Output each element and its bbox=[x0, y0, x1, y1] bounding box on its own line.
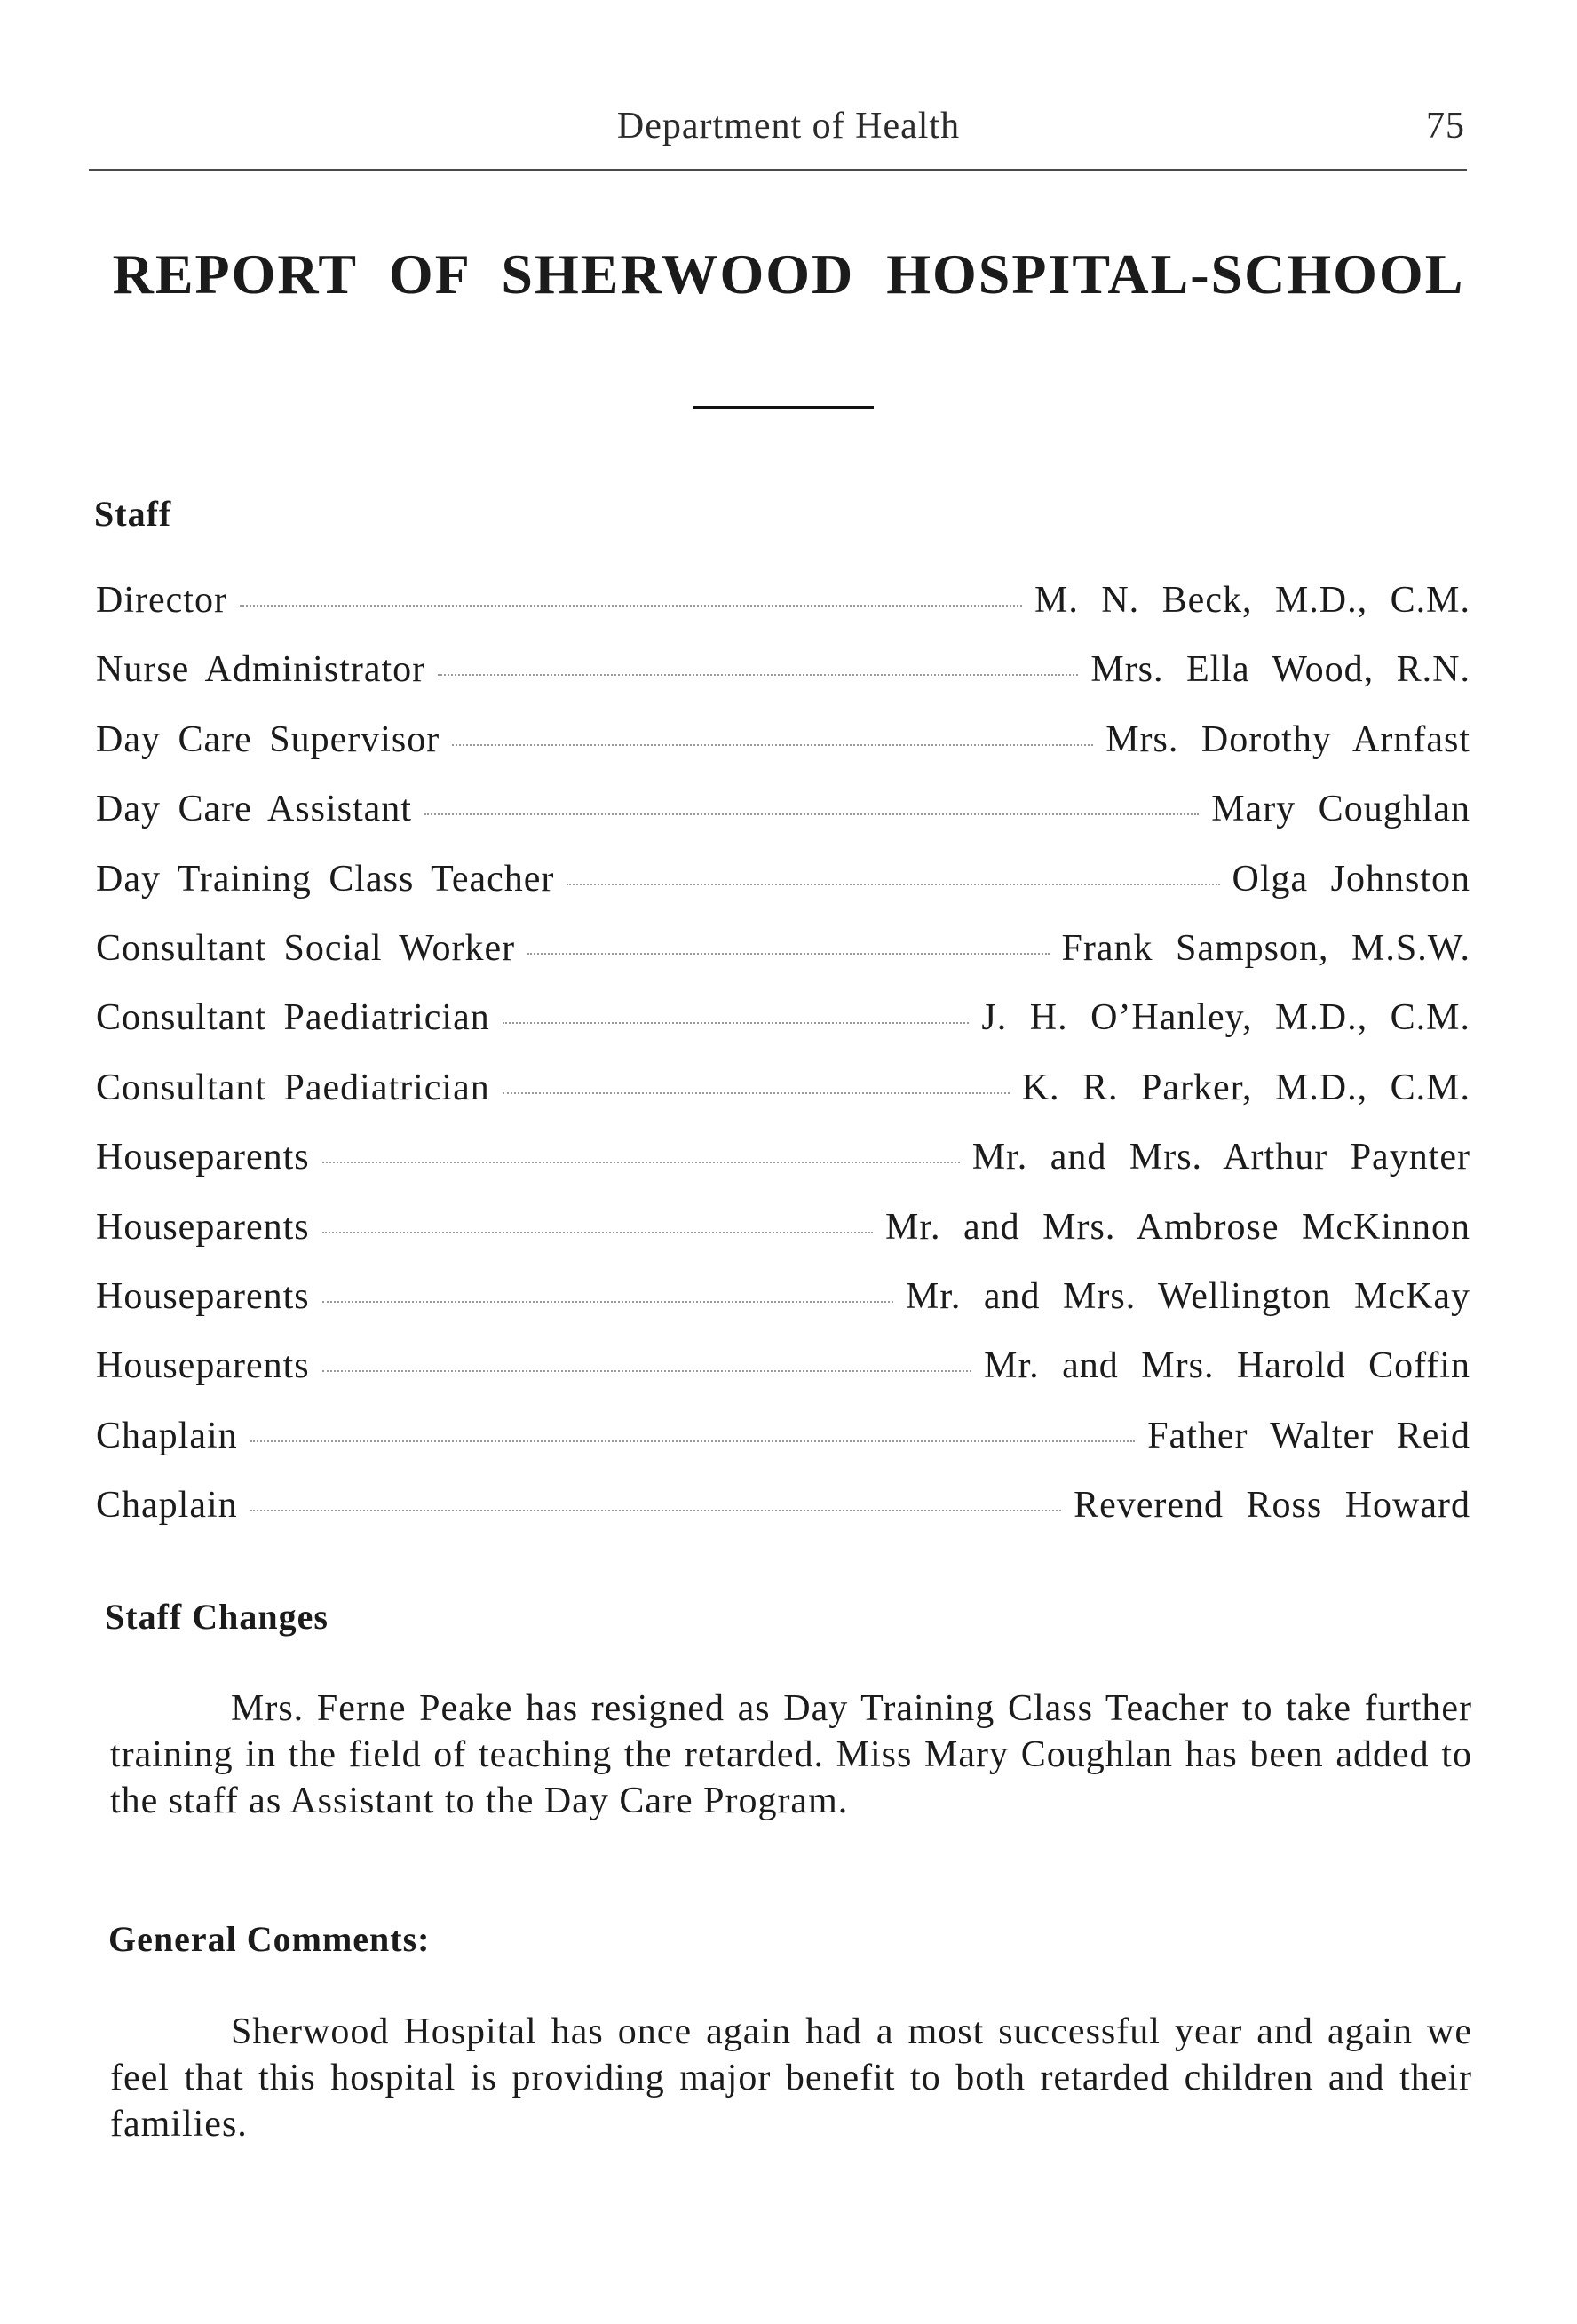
staff-name: Mrs. Dorothy Arnfast bbox=[1105, 718, 1470, 760]
general-comments-paragraph: Sherwood Hospital has once again had a most successful year and again we feel that this hospital is providing major benefit to both retarded children and their families. bbox=[110, 2011, 1472, 2145]
running-head bbox=[0, 105, 1577, 158]
staff-row bbox=[96, 858, 1470, 927]
staff-name: Mary Coughlan bbox=[1211, 789, 1470, 830]
report-title: REPORT OF SHERWOOD HOSPITAL-SCHOOL bbox=[112, 242, 1465, 305]
staff-row bbox=[96, 1067, 1470, 1136]
dot-leader bbox=[322, 1232, 873, 1233]
staff-row bbox=[96, 996, 1470, 1066]
staff-heading: Staff bbox=[94, 494, 172, 534]
dot-leader bbox=[250, 1510, 1061, 1511]
dot-leader bbox=[322, 1301, 893, 1303]
staff-role: Day Care Assistant bbox=[96, 789, 412, 830]
staff-role: Chaplain bbox=[96, 1485, 238, 1527]
staff-name: Mr. and Mrs. Wellington McKay bbox=[905, 1275, 1470, 1317]
dot-leader bbox=[240, 605, 1022, 607]
staff-name: Mrs. Ella Wood, R.N. bbox=[1090, 649, 1470, 691]
staff-row bbox=[96, 579, 1470, 648]
staff-name: Olga Johnston bbox=[1232, 858, 1470, 900]
staff-row bbox=[96, 1275, 1470, 1344]
staff-row bbox=[96, 1415, 1470, 1484]
staff-changes-paragraph: Mrs. Ferne Peake has resigned as Day Training Class Teacher to take further training in the field of teaching the retarded. Miss Mary Coughlan has been added to the staff as Assistant to the Day Care Program. bbox=[110, 1688, 1472, 1821]
staff-name: K. R. Parker, M.D., C.M. bbox=[1021, 1067, 1470, 1108]
staff-row bbox=[96, 927, 1470, 996]
dot-leader bbox=[438, 674, 1078, 676]
staff-list bbox=[96, 579, 1470, 1553]
staff-role: Houseparents bbox=[96, 1206, 310, 1248]
staff-name: Father Walter Reid bbox=[1147, 1415, 1470, 1456]
staff-role: Chaplain bbox=[96, 1415, 238, 1456]
dot-leader bbox=[322, 1162, 960, 1163]
staff-name: Mr. and Mrs. Arthur Paynter bbox=[971, 1137, 1470, 1178]
staff-changes-heading: Staff Changes bbox=[105, 1597, 329, 1637]
page-number: 75 bbox=[1426, 106, 1465, 147]
staff-name: Mr. and Mrs. Ambrose McKinnon bbox=[885, 1206, 1470, 1248]
dot-leader bbox=[567, 884, 1219, 885]
staff-row bbox=[96, 788, 1470, 857]
staff-row bbox=[96, 1136, 1470, 1205]
staff-row bbox=[96, 1484, 1470, 1553]
staff-name: M. N. Beck, M.D., C.M. bbox=[1034, 580, 1470, 621]
staff-row bbox=[96, 718, 1470, 788]
running-head-title: Department of Health bbox=[616, 106, 961, 147]
dot-leader bbox=[503, 1022, 970, 1024]
title-rule bbox=[693, 406, 874, 409]
staff-row bbox=[96, 648, 1470, 718]
staff-name: Frank Sampson, M.S.W. bbox=[1061, 927, 1470, 969]
header-rule bbox=[89, 169, 1467, 171]
staff-name: Mr. and Mrs. Harold Coffin bbox=[984, 1345, 1470, 1387]
dot-leader bbox=[250, 1440, 1136, 1442]
dot-leader bbox=[322, 1370, 972, 1372]
staff-role: Consultant Paediatrician bbox=[96, 1067, 490, 1108]
staff-role: Consultant Social Worker bbox=[96, 927, 516, 969]
dot-leader bbox=[424, 813, 1199, 815]
staff-role: Houseparents bbox=[96, 1275, 310, 1317]
general-comments-heading: General Comments: bbox=[108, 1919, 431, 1959]
staff-name: J. H. O’Hanley, M.D., C.M. bbox=[981, 997, 1470, 1039]
dot-leader bbox=[452, 744, 1093, 746]
staff-role: Director bbox=[96, 580, 227, 621]
staff-role: Houseparents bbox=[96, 1137, 310, 1178]
staff-role: Consultant Paediatrician bbox=[96, 997, 490, 1039]
staff-row bbox=[96, 1206, 1470, 1275]
staff-name: Reverend Ross Howard bbox=[1074, 1485, 1470, 1527]
staff-role: Nurse Administrator bbox=[96, 649, 426, 691]
staff-role: Day Training Class Teacher bbox=[96, 858, 555, 900]
staff-role: Day Care Supervisor bbox=[96, 718, 440, 760]
staff-row bbox=[96, 1344, 1470, 1414]
dot-leader bbox=[503, 1092, 1010, 1094]
dot-leader bbox=[527, 953, 1049, 955]
staff-role: Houseparents bbox=[96, 1345, 310, 1387]
